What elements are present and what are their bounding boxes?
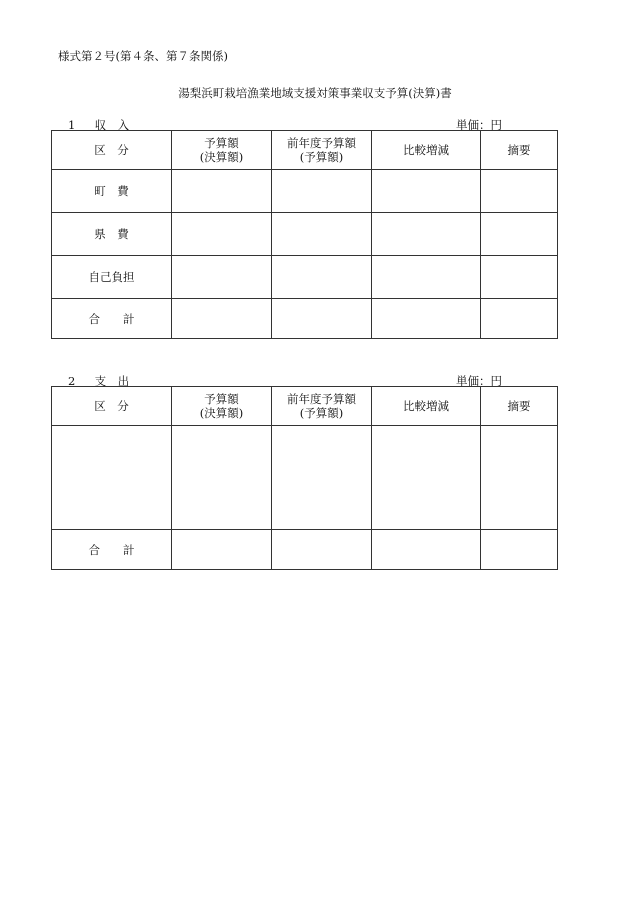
income-heading-number: 1 xyxy=(68,118,76,132)
expense-row-label[interactable] xyxy=(52,426,172,530)
income-cell-compare[interactable] xyxy=(372,299,481,339)
income-row-self-funded xyxy=(52,256,558,299)
income-cell-compare[interactable] xyxy=(372,170,481,213)
income-col-budget-line1: 予算額 xyxy=(204,136,239,150)
expense-col-prev-budget xyxy=(272,387,372,426)
expense-heading-number: 2 xyxy=(68,374,76,388)
income-col-compare: 比較増減 xyxy=(372,131,481,170)
income-col-prev-budget xyxy=(272,131,372,170)
income-header-row xyxy=(52,131,558,170)
income-cell-prev[interactable] xyxy=(272,213,372,256)
expense-cell-compare[interactable] xyxy=(372,426,481,530)
expense-header-row xyxy=(52,387,558,426)
income-cell-budget[interactable] xyxy=(172,299,272,339)
income-cell-remarks[interactable] xyxy=(481,213,558,256)
expense-col-prev-line1: 前年度予算額 xyxy=(287,392,356,406)
income-row-label: 自己負担 xyxy=(52,256,172,299)
expense-cell-budget[interactable] xyxy=(172,530,272,570)
income-cell-prev[interactable] xyxy=(272,299,372,339)
income-cell-remarks[interactable] xyxy=(481,299,558,339)
form-number-label: 様式第２号(第４条、第７条関係) xyxy=(58,49,228,63)
income-cell-compare[interactable] xyxy=(372,256,481,299)
expense-table xyxy=(51,386,558,570)
income-row-total xyxy=(52,299,558,339)
expense-row-items xyxy=(52,426,558,530)
expense-cell-remarks[interactable] xyxy=(481,426,558,530)
income-cell-budget[interactable] xyxy=(172,256,272,299)
income-cell-remarks[interactable] xyxy=(481,256,558,299)
income-col-prev-line2: (予算額) xyxy=(299,150,344,164)
income-col-budget xyxy=(172,131,272,170)
income-col-category: 区 分 xyxy=(52,131,172,170)
expense-row-label: 合 計 xyxy=(52,530,172,570)
expense-cell-prev[interactable] xyxy=(272,530,372,570)
income-row-label: 町 費 xyxy=(52,170,172,213)
expense-col-prev-line2: (予算額) xyxy=(299,406,344,420)
income-cell-remarks[interactable] xyxy=(481,170,558,213)
income-table xyxy=(51,130,558,339)
income-col-budget-line2: (決算額) xyxy=(199,150,244,164)
income-heading-label: 収 入 xyxy=(94,118,130,132)
expense-heading-label: 支 出 xyxy=(94,374,130,388)
expense-col-compare: 比較増減 xyxy=(372,387,481,426)
expense-col-budget-line1: 予算額 xyxy=(204,392,239,406)
expense-col-budget-line2: (決算額) xyxy=(199,406,244,420)
document-title: 湯梨浜町栽培漁業地域支援対策事業収支予算(決算)書 xyxy=(178,86,452,100)
income-row-town xyxy=(52,170,558,213)
income-col-remarks: 摘要 xyxy=(481,131,558,170)
expense-cell-remarks[interactable] xyxy=(481,530,558,570)
income-cell-prev[interactable] xyxy=(272,256,372,299)
expense-row-total xyxy=(52,530,558,570)
expense-col-budget xyxy=(172,387,272,426)
income-row-label: 県 費 xyxy=(52,213,172,256)
expense-cell-compare[interactable] xyxy=(372,530,481,570)
income-cell-budget[interactable] xyxy=(172,170,272,213)
expense-col-category: 区 分 xyxy=(52,387,172,426)
income-row-label: 合 計 xyxy=(52,299,172,339)
income-cell-compare[interactable] xyxy=(372,213,481,256)
income-row-prefecture xyxy=(52,213,558,256)
income-cell-prev[interactable] xyxy=(272,170,372,213)
expense-unit-label: 単価：円 xyxy=(456,374,502,388)
expense-col-remarks: 摘要 xyxy=(481,387,558,426)
expense-cell-budget[interactable] xyxy=(172,426,272,530)
expense-cell-prev[interactable] xyxy=(272,426,372,530)
income-col-prev-line1: 前年度予算額 xyxy=(287,136,356,150)
income-unit-label: 単価：円 xyxy=(456,118,502,132)
income-cell-budget[interactable] xyxy=(172,213,272,256)
